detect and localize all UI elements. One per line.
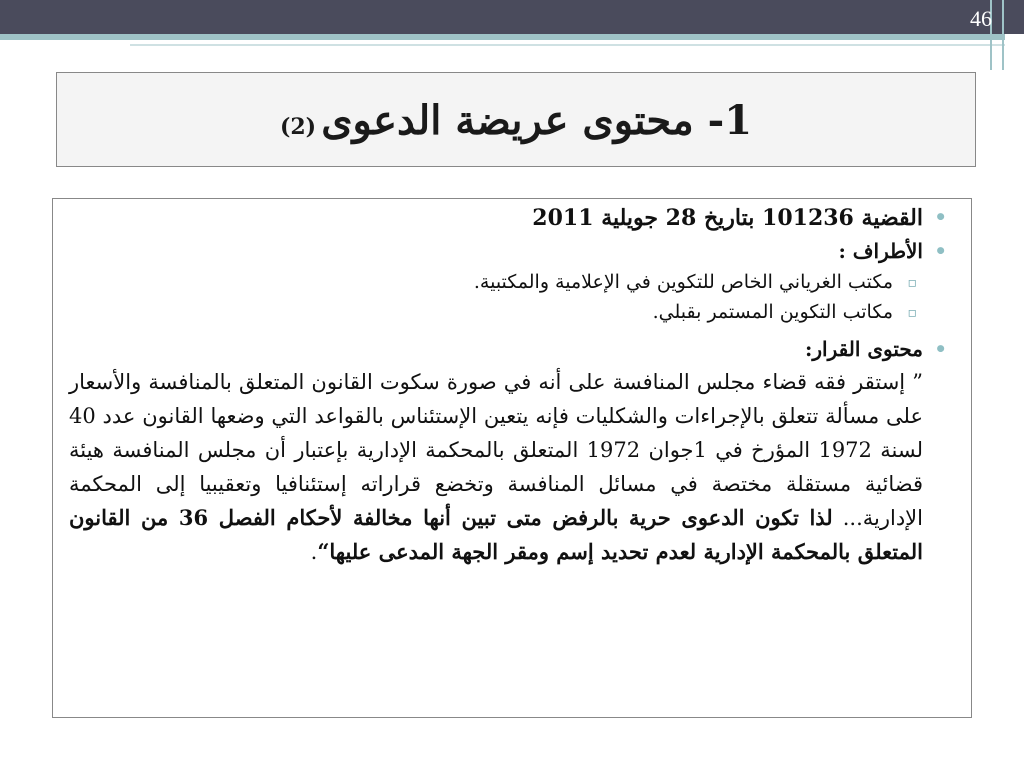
decision-text-bold: لذا تكون الدعوى حرية بالرفض متى تبين أنها مخالفة لأحكام الفصل 36 من القانون المتعلق بالمحكمة الإدارية لعدم تحديد إسم ومقر الجهة المدعى عليها“ [69,505,923,564]
sub-item-party-1 [69,271,917,293]
accent-line-thin [130,44,1005,46]
accent-line [0,34,1005,40]
decision-label: محتوى القرار: [804,337,923,361]
right-stripes-decoration [990,0,1004,70]
decision-text [69,365,923,569]
slide-title: 1- محتوى عريضة الدعوى [321,97,753,144]
bullet-decision [69,337,947,361]
title-box [56,72,976,167]
bullet-dot-icon: • [934,337,947,361]
sub-item-party-2 [69,301,917,323]
bullet-parties [69,239,947,263]
page-number: 46 [970,6,992,31]
decision-text-normal: ” إستقر فقه قضاء مجلس المنافسة على أنه في صورة سكوت القانون المتعلق بالمنافسة والأسعار على مسألة تتعلق بالإجراءات والشكليات فإنه يتعين الإستئناس بالقواعد التي وضعها القانون عدد 40 لسنة 1972 المؤرخ في 1جوان 1972 المتعلق بالمحكمة الإدارية بإعتبار أن مجلس المنافسة هيئة قضائية مستقلة مختصة في مسائل المنافسة وتخضع قراراته إستئنافيا وتعقيبيا إلى المحكمة الإدارية... [69,370,923,530]
square-bullet-icon: ▫ [907,305,917,321]
party-1: مكتب الغرياني الخاص للتكوين في الإعلامية والمكتبية. [473,271,893,293]
content-box [52,198,972,718]
square-bullet-icon: ▫ [907,275,917,291]
top-bar [0,0,1024,34]
case-line: القضية 101236 بتاريخ 28 جويلية 2011 [532,205,923,231]
slide-title-suffix: (2) [279,114,317,140]
bullet-case [69,205,947,231]
parties-label: الأطراف : [838,239,923,263]
bullet-dot-icon: • [934,239,947,263]
decision-text-end: . [310,540,318,564]
party-2: مكاتب التكوين المستمر بقبلي. [652,301,893,323]
bullet-dot-icon: • [934,205,947,229]
